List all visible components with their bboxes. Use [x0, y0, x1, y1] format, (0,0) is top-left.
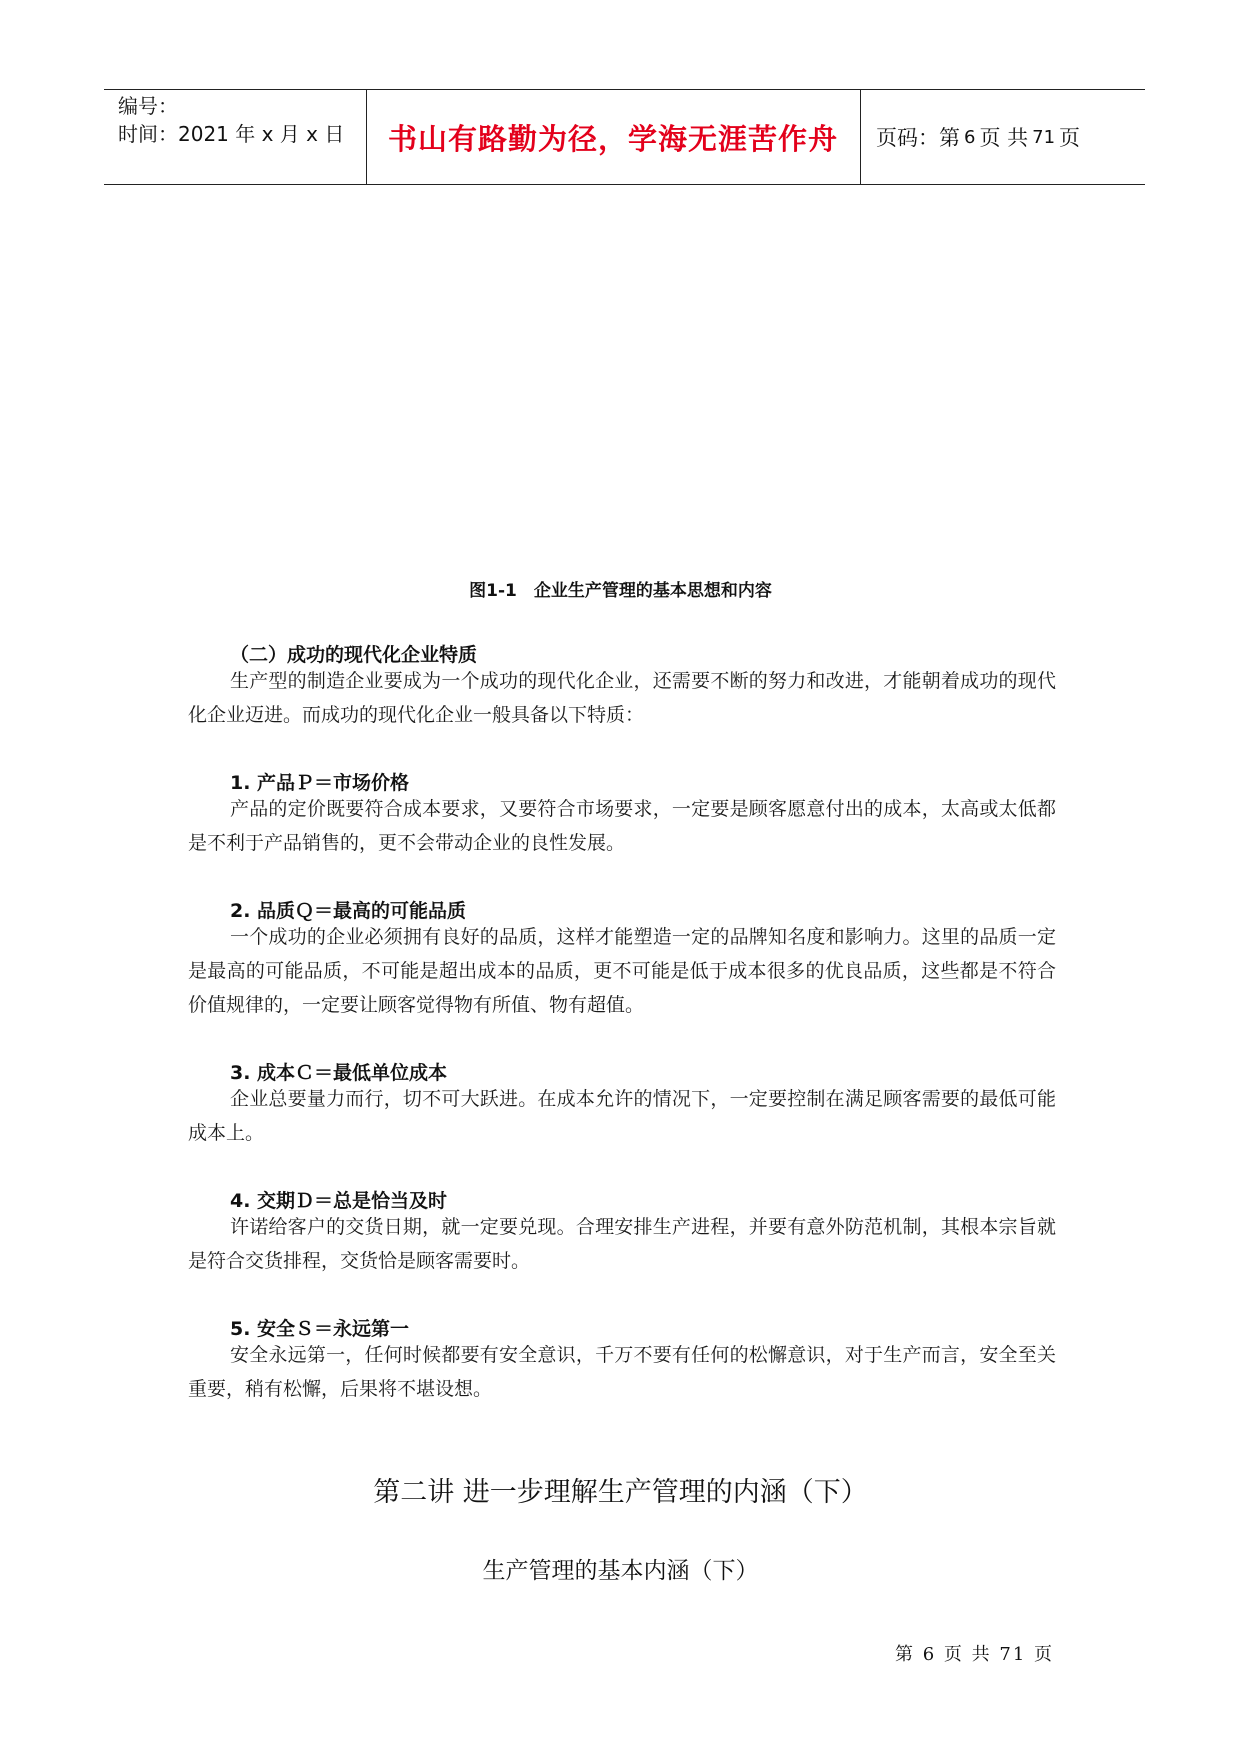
- item-title: 5. 安全Ｓ＝永远第一: [230, 1318, 410, 1340]
- page-prefix: 页码：第: [876, 126, 960, 150]
- header-meta: [118, 92, 368, 148]
- item-title: 4. 交期Ｄ＝总是恰当及时: [230, 1190, 448, 1212]
- item-text: 一个成功的企业必须拥有良好的品质，这样才能塑造一定的品牌知名度和影响力。这里的品质一定是最高的可能品质，不可能是超出成本的品质，更不可能是低于成本很多的优良品质，这些都是不符合价值规律的，一定要让顾客觉得物有所值、物有超值。: [188, 926, 1056, 1016]
- page-suffix: 页: [1059, 126, 1081, 150]
- page-header: [104, 89, 1145, 185]
- header-motto: 书山有路勤为径，学海无涯苦作舟: [387, 121, 838, 156]
- document-time-label: 时间：2021 年 x 月 x 日: [118, 122, 345, 146]
- header-divider: [860, 90, 861, 184]
- header-divider: [366, 90, 367, 184]
- document-number-label: 编号：: [118, 94, 178, 118]
- header-page-number: [864, 90, 1080, 184]
- page-mid: 页 共: [979, 126, 1029, 150]
- item-title: 2. 品质Ｑ＝最高的可能品质: [230, 900, 467, 922]
- item-text: 许诺给客户的交货日期，就一定要兑现。合理安排生产进程，并要有意外防范机制，其根本宗旨就是符合交货排程，交货恰是顾客需要时。: [188, 1216, 1056, 1272]
- lecture-title: 第二讲 进一步理解生产管理的内涵（下）: [373, 1477, 868, 1508]
- intro-paragraph: 生产型的制造企业要成为一个成功的现代化企业，还需要不断的努力和改进，才能朝着成功的现代化企业迈进。而成功的现代化企业一般具备以下特质：: [188, 670, 1056, 726]
- page-current: 6: [964, 126, 976, 148]
- item-text: 产品的定价既要符合成本要求，又要符合市场要求，一定要是顾客愿意付出的成本，太高或太低都是不利于产品销售的，更不会带动企业的良性发展。: [188, 798, 1056, 854]
- lecture-subtitle: 生产管理的基本内涵（下）: [482, 1558, 759, 1584]
- page-footer: 第 6 页 共 71 页: [895, 1644, 1054, 1665]
- section-title: （二）成功的现代化企业特质: [230, 644, 478, 666]
- item-text: 企业总要量力而行，切不可大跃进。在成本允许的情况下，一定要控制在满足顾客需要的最低可能成本上。: [188, 1088, 1056, 1144]
- item-text: 安全永远第一，任何时候都要有安全意识，千万不要有任何的松懈意识，对于生产而言，安全至关重要，稍有松懈，后果将不堪设想。: [188, 1344, 1056, 1400]
- page-total: 71: [1032, 126, 1056, 148]
- item-title: 1. 产品Ｐ＝市场价格: [230, 772, 410, 794]
- item-title: 3. 成本Ｃ＝最低单位成本: [230, 1062, 448, 1084]
- figure-caption: 图1-1 企业生产管理的基本思想和内容: [469, 581, 772, 601]
